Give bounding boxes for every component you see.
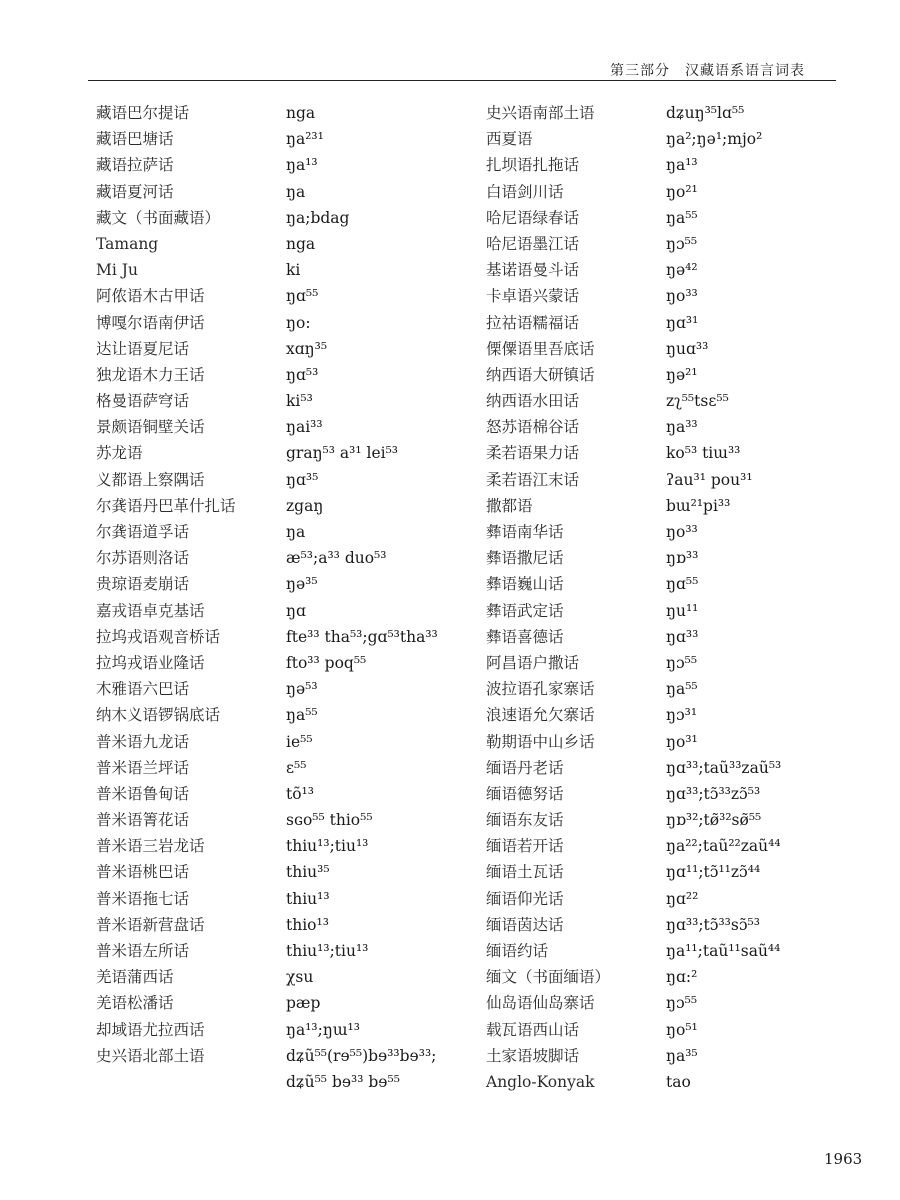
word-entry	[486, 571, 886, 597]
word-entry	[96, 388, 476, 414]
word-form: ŋɑ⁵⁵	[666, 575, 699, 594]
word-form: ŋa²³¹	[286, 130, 324, 149]
word-entry	[96, 990, 476, 1016]
word-entry	[486, 729, 886, 755]
word-entry	[96, 231, 476, 257]
word-entry	[486, 781, 886, 807]
word-form: thio¹³	[286, 915, 329, 934]
language-name: 藏文（书面藏语）	[96, 208, 221, 227]
language-name: 阿侬语木古甲话	[96, 287, 205, 306]
language-name: 彝语巍山话	[486, 575, 564, 594]
language-name: 普米语新营盘话	[96, 915, 205, 934]
language-name: 白语剑川话	[486, 182, 564, 201]
word-form: ŋuɑ³³	[666, 339, 709, 358]
word-entry	[96, 205, 476, 231]
language-name: 羌语松潘话	[96, 994, 174, 1013]
language-name: 土家语坡脚话	[486, 1046, 580, 1065]
language-name: 史兴语北部土语	[96, 1046, 205, 1065]
language-name: 义都语上察隅话	[96, 470, 205, 489]
language-name: 纳西语大研镇话	[486, 365, 595, 384]
word-form: ŋɑ³³;tɔ̃³³sɔ̃⁵³	[666, 915, 760, 934]
word-entry	[96, 310, 476, 336]
word-form: ŋa¹³;ŋɯ¹³	[286, 1020, 360, 1039]
word-entry	[96, 1043, 476, 1069]
word-form: ŋɑ³⁵	[286, 470, 319, 489]
language-name: 缅语德努话	[486, 784, 564, 803]
language-name: 波拉语孔家寨话	[486, 680, 595, 699]
word-entry	[486, 886, 886, 912]
language-name: 彝语撒尼话	[486, 549, 564, 568]
word-form: ŋɔ⁵⁵	[666, 653, 698, 672]
word-entry	[486, 205, 886, 231]
word-form: ŋa⁵⁵	[286, 706, 318, 725]
language-name: 卡卓语兴蒙话	[486, 287, 580, 306]
word-form: nga	[286, 104, 316, 122]
word-entry	[96, 807, 476, 833]
word-form: ŋa	[286, 523, 306, 541]
word-entry	[486, 231, 886, 257]
word-entry	[486, 440, 886, 466]
page-number: 1963	[824, 1150, 863, 1168]
word-form: ŋa³⁵	[666, 1046, 698, 1065]
word-entry	[96, 336, 476, 362]
word-form: ŋa¹³	[286, 156, 318, 175]
language-name: 哈尼语墨江话	[486, 234, 580, 253]
language-name: 勒期语中山乡话	[486, 732, 595, 751]
word-entry	[96, 650, 476, 676]
language-name: 西夏语	[486, 130, 533, 149]
language-name: 阿昌语户撒话	[486, 653, 580, 672]
word-entry	[486, 1069, 886, 1095]
word-entry	[96, 912, 476, 938]
word-form: ŋɑ:²	[666, 968, 698, 987]
word-entry	[96, 624, 476, 650]
word-form: dʑũ⁵⁵(rɘ⁵⁵)bɘ³³bɘ³³;	[286, 1046, 437, 1065]
word-entry	[96, 729, 476, 755]
word-entry	[486, 519, 886, 545]
language-name: 基诺语曼斗话	[486, 261, 580, 280]
word-form: graŋ⁵³ a³¹ lei⁵³	[286, 444, 399, 463]
word-form: xɑŋ³⁵	[286, 339, 328, 358]
word-entry	[96, 1017, 476, 1043]
word-entry	[486, 833, 886, 859]
word-form: ŋɔ⁵⁵	[666, 994, 698, 1013]
word-form: bɯ²¹pi³³	[666, 496, 731, 515]
word-form: zʅ⁵⁵tsɛ⁵⁵	[666, 392, 729, 411]
word-form: ŋa⁵⁵	[666, 208, 698, 227]
word-form: ŋa¹¹;taũ¹¹saũ⁴⁴	[666, 942, 781, 960]
word-entry	[486, 598, 886, 624]
language-name: 普米语九龙话	[96, 732, 190, 751]
word-form: pæp	[286, 994, 321, 1013]
word-form: ŋə⁵³	[286, 680, 318, 699]
word-entry	[486, 388, 886, 414]
word-entry	[486, 336, 886, 362]
word-form: ŋo³³	[666, 523, 698, 541]
language-name: 彝语喜德话	[486, 627, 564, 646]
word-form: ŋɑ³³;tɔ̃³³zɔ̃⁵³	[666, 784, 761, 803]
word-form: thiu³⁵	[286, 863, 330, 882]
language-name: 缅语约话	[486, 942, 549, 960]
word-form: ŋa³³	[666, 418, 698, 437]
word-entry	[486, 676, 886, 702]
word-form: ŋo²¹	[666, 182, 698, 201]
word-form: ŋɑ⁵³	[286, 365, 319, 384]
language-name: 尔龚语丹巴革什扎话	[96, 496, 236, 515]
word-entry	[486, 493, 886, 519]
word-form: dʑũ⁵⁵ bɘ³³ bɘ⁵⁵	[286, 1072, 400, 1091]
word-form: thiu¹³;tiu¹³	[286, 942, 369, 960]
word-form: ŋɑ⁵⁵	[286, 287, 319, 306]
word-form: ŋɒ³²;tø̃³²sø̃⁵⁵	[666, 811, 762, 830]
language-name: 浪速语允欠寨话	[486, 706, 595, 725]
language-name: 嘉戎语卓克基话	[96, 601, 205, 620]
word-entry	[96, 571, 476, 597]
language-name: 普米语左所话	[96, 942, 190, 960]
language-name: Anglo-Konyak	[486, 1072, 595, 1091]
language-name: 普米语桃巴话	[96, 863, 190, 882]
word-entry	[486, 467, 886, 493]
word-entry	[486, 362, 886, 388]
word-entry	[96, 545, 476, 571]
word-form: tao	[666, 1072, 691, 1091]
language-name: Tamang	[96, 234, 159, 253]
word-entry	[96, 414, 476, 440]
language-name: 藏语拉萨话	[96, 156, 174, 175]
word-form: ŋə²¹	[666, 365, 698, 384]
word-entry	[96, 440, 476, 466]
word-form: ŋɑ³¹	[666, 313, 699, 332]
language-name: 仙岛语仙岛寨话	[486, 994, 595, 1013]
word-form: ŋu¹¹	[666, 601, 699, 620]
word-entry	[486, 283, 886, 309]
word-entry	[486, 912, 886, 938]
word-entry	[96, 938, 476, 964]
word-entry	[486, 152, 886, 178]
word-entry	[96, 781, 476, 807]
language-name: 扎坝语扎拖话	[486, 156, 580, 175]
language-name: 羌语蒲西话	[96, 968, 174, 987]
language-name: 普米语兰坪话	[96, 758, 190, 777]
word-entry	[96, 467, 476, 493]
word-form: ŋɑ³³	[666, 627, 699, 646]
word-form: fte³³ tha⁵³;gɑ⁵³tha³³	[286, 627, 438, 646]
word-form: ŋɔ³¹	[666, 706, 698, 725]
language-name: 纳西语水田话	[486, 392, 580, 411]
word-form: ŋai³³	[286, 418, 323, 437]
word-entry	[486, 650, 886, 676]
word-form: ki⁵³	[286, 392, 313, 411]
word-entry	[486, 990, 886, 1016]
word-form: ɛ⁵⁵	[286, 758, 307, 777]
header-rule	[88, 80, 836, 81]
language-name: 藏语巴塘话	[96, 130, 174, 149]
language-name: 格曼语萨穹话	[96, 392, 190, 411]
word-entry	[486, 964, 886, 990]
language-name: 普米语箐花话	[96, 811, 190, 830]
word-entry	[96, 964, 476, 990]
word-entry	[96, 1069, 476, 1095]
word-form: ʔau³¹ pou³¹	[666, 470, 753, 489]
language-name: Mi Ju	[96, 261, 138, 280]
word-entry	[486, 126, 886, 152]
language-name: 柔若语果力话	[486, 444, 580, 463]
language-name: 藏语夏河话	[96, 182, 174, 201]
word-form: ŋɒ³³	[666, 549, 699, 568]
word-form: ŋa⁵⁵	[666, 680, 698, 699]
word-entry	[486, 859, 886, 885]
word-entry	[486, 414, 886, 440]
word-form: ko⁵³ tiɯ³³	[666, 444, 741, 463]
language-name: 史兴语南部土语	[486, 104, 595, 122]
word-form: ŋɑ³³;taũ³³zaũ⁵³	[666, 758, 782, 777]
language-name: 拉祜语糯福话	[486, 313, 580, 332]
language-name: 贵琼语麦崩话	[96, 575, 190, 594]
word-form: ŋɑ²²	[666, 889, 699, 908]
word-entry	[96, 886, 476, 912]
word-entry	[486, 755, 886, 781]
word-entry	[96, 676, 476, 702]
word-form: ŋə³⁵	[286, 575, 318, 594]
word-form: ŋɔ⁵⁵	[666, 234, 698, 253]
word-entry	[96, 257, 476, 283]
language-name: 拉坞戎语业隆话	[96, 653, 205, 672]
word-entry	[96, 702, 476, 728]
language-name: 缅语丹老话	[486, 758, 564, 777]
language-name: 达让语夏尼话	[96, 339, 190, 358]
language-name: 傈僳语里吾底话	[486, 339, 595, 358]
word-form: ŋa;bdag	[286, 208, 350, 227]
word-entry	[96, 859, 476, 885]
language-name: 尔苏语则洛话	[96, 549, 190, 568]
word-entry	[96, 519, 476, 545]
language-name: 博嘎尔语南伊话	[96, 313, 205, 332]
language-name: 藏语巴尔提话	[96, 104, 190, 122]
language-name: 独龙语木力王话	[96, 365, 205, 384]
word-form: thiu¹³	[286, 889, 330, 908]
word-entry	[96, 126, 476, 152]
word-form: ŋa²;ŋə¹;mjo²	[666, 130, 763, 149]
word-form: ŋo³¹	[666, 732, 698, 751]
language-name: 缅语茵达话	[486, 915, 564, 934]
language-name: 普米语三岩龙话	[96, 837, 205, 856]
word-entry	[486, 179, 886, 205]
word-entry	[486, 807, 886, 833]
language-name: 怒苏语棉谷话	[486, 418, 580, 437]
language-name: 景颇语铜壁关话	[96, 418, 205, 437]
word-form: ŋɑ¹¹;tɔ̃¹¹zɔ̃⁴⁴	[666, 863, 761, 882]
word-form: ŋa²²;taũ²²zaũ⁴⁴	[666, 837, 781, 856]
language-name: 撒都语	[486, 496, 533, 515]
language-name: 普米语鲁甸话	[96, 784, 190, 803]
word-form: tõ¹³	[286, 784, 314, 803]
language-name: 载瓦语西山话	[486, 1020, 580, 1039]
word-entry	[486, 1017, 886, 1043]
language-name: 缅语若开话	[486, 837, 564, 856]
word-form: sɢo⁵⁵ thio⁵⁵	[286, 811, 373, 830]
word-form: dʑuŋ³⁵lɑ⁵⁵	[666, 104, 745, 122]
language-name: 拉坞戎语观音桥话	[96, 627, 221, 646]
language-name: 柔若语江末话	[486, 470, 580, 489]
language-name: 彝语武定话	[486, 601, 564, 620]
word-entry	[96, 833, 476, 859]
word-form: ŋa¹³	[666, 156, 698, 175]
word-entry	[96, 152, 476, 178]
word-entry	[96, 755, 476, 781]
word-entry	[486, 938, 886, 964]
word-entry	[486, 545, 886, 571]
word-entry	[486, 702, 886, 728]
word-form: fto³³ poq⁵⁵	[286, 653, 367, 672]
word-entry	[96, 362, 476, 388]
word-form: ŋə⁴²	[666, 261, 698, 280]
word-entry	[96, 598, 476, 624]
language-name: 缅文（书面缅语）	[486, 968, 611, 987]
language-name: 缅语土瓦话	[486, 863, 564, 882]
word-entry	[486, 257, 886, 283]
right-word-list	[486, 100, 886, 1095]
language-name: 苏龙语	[96, 444, 143, 463]
word-form: ŋo:	[286, 313, 311, 332]
language-name: 却域语尤拉西话	[96, 1020, 205, 1039]
word-form: nga	[286, 234, 316, 253]
language-name: 彝语南华话	[486, 523, 564, 541]
language-name: 木雅语六巴话	[96, 680, 190, 699]
word-form: ŋɑ	[286, 601, 306, 620]
word-form: æ⁵³;a³³ duo⁵³	[286, 549, 387, 568]
language-name: 普米语拖七话	[96, 889, 190, 908]
word-form: ki	[286, 261, 301, 280]
word-form: χsu	[286, 968, 314, 987]
running-header: 第三部分 汉藏语系语言词表	[610, 63, 805, 79]
word-form: thiu¹³;tiu¹³	[286, 837, 369, 856]
language-name: 尔龚语道孚话	[96, 523, 190, 541]
language-name: 缅语东友话	[486, 811, 564, 830]
word-form: ŋo⁵¹	[666, 1020, 698, 1039]
language-name: 纳木义语锣锅底话	[96, 706, 221, 725]
language-name: 缅语仰光话	[486, 889, 564, 908]
word-entry	[96, 493, 476, 519]
word-entry	[96, 283, 476, 309]
word-form: ie⁵⁵	[286, 732, 313, 751]
word-form: ŋo³³	[666, 287, 698, 306]
word-form: zgaŋ	[286, 496, 324, 515]
word-entry	[96, 100, 476, 126]
word-entry	[486, 100, 886, 126]
language-name: 哈尼语绿春话	[486, 208, 580, 227]
left-word-list	[96, 100, 476, 1095]
word-entry	[486, 1043, 886, 1069]
word-entry	[96, 179, 476, 205]
word-form: ŋa	[286, 182, 306, 201]
word-entry	[486, 310, 886, 336]
word-entry	[486, 624, 886, 650]
